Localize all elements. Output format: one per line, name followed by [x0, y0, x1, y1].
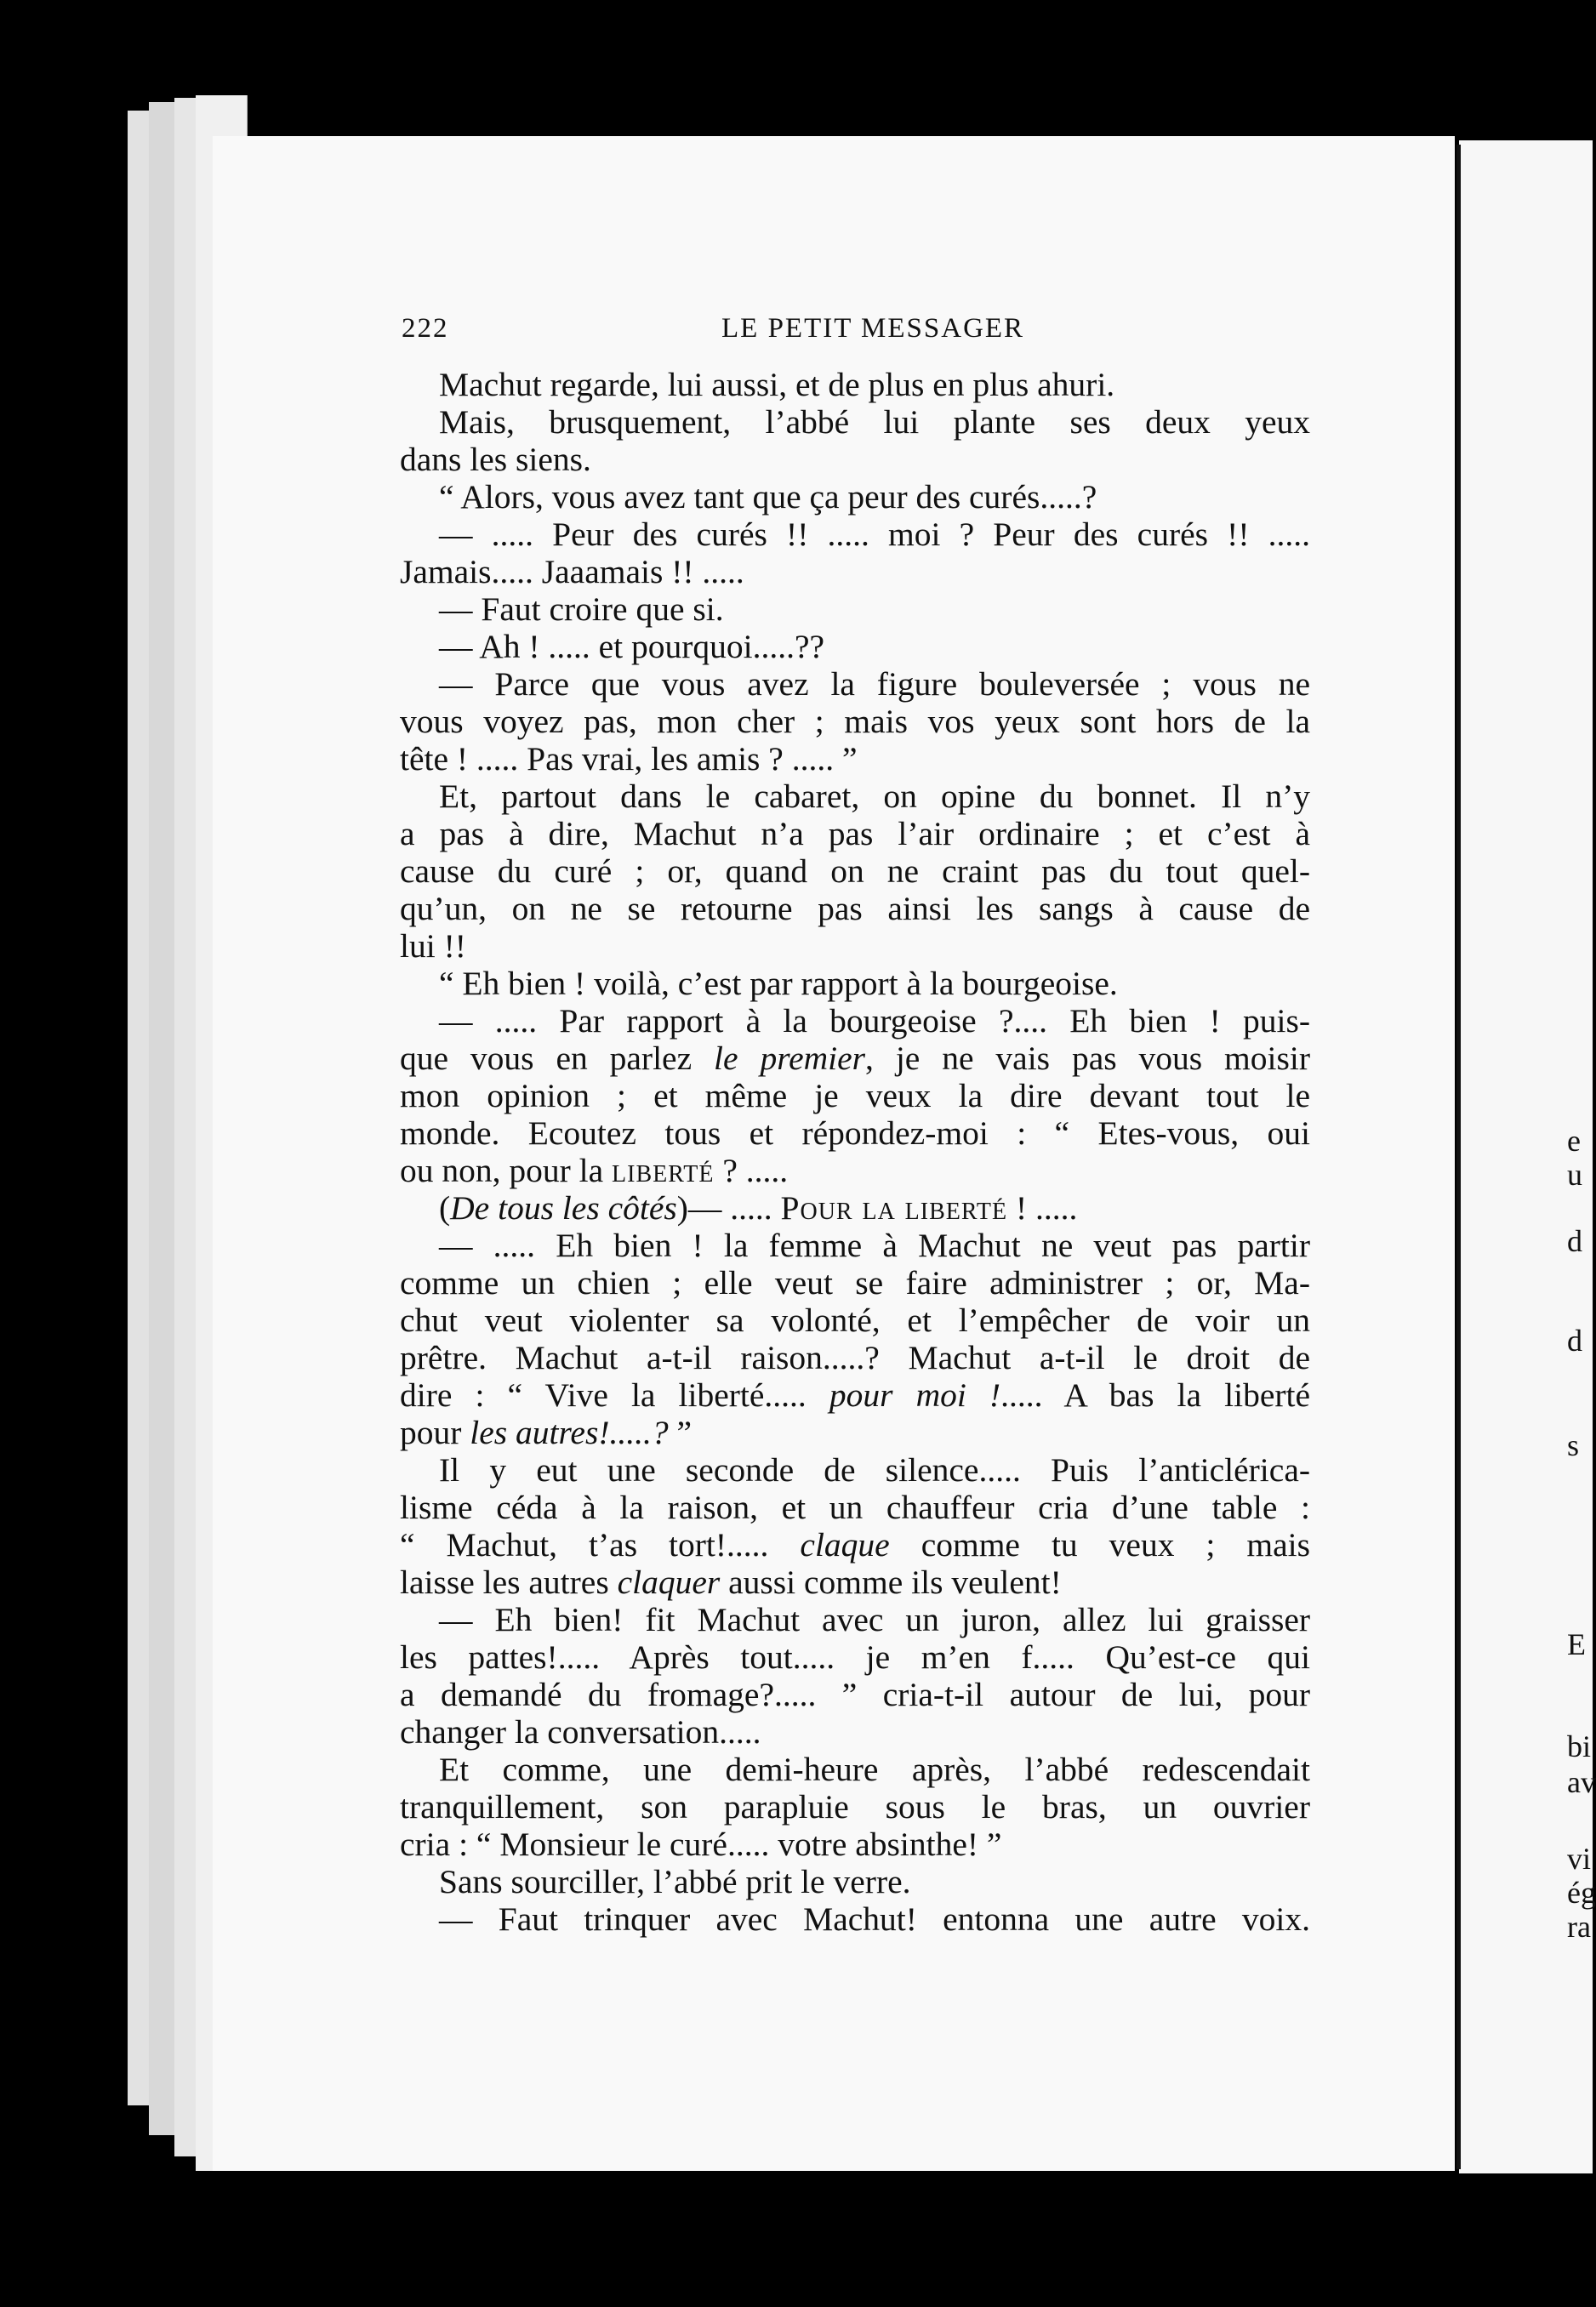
text-line: Mais, brusquement, l’abbé lui plante ses deux yeux: [439, 403, 1310, 441]
text-line: Et, partout dans le cabaret, on opine du bonnet. Il n’y: [439, 778, 1310, 815]
text-line: “ Alors, vous avez tant que ça peur des curés.....?: [439, 478, 1097, 516]
text-line: dans les siens.: [400, 441, 591, 478]
text-line: Jamais..... Jaaamais !! .....: [400, 553, 744, 590]
text-segment: ! .....: [1015, 1189, 1078, 1227]
text-line: qu’un, on ne se retourne pas ainsi les sangs à cause de: [400, 890, 1310, 927]
text-line: lui !!: [400, 927, 466, 965]
text-line: — Parce que vous avez la figure bouleversée ; vous ne: [439, 665, 1310, 703]
right-page-fragment: e: [1567, 1124, 1581, 1158]
text-segment: )— .....: [676, 1189, 772, 1227]
text-line: [400, 1376, 1310, 1414]
text-line: cria : “ Monsieur le curé..... votre absinthe! ”: [400, 1826, 1002, 1863]
text-line: — ..... Peur des curés !! ..... moi ? Peur des curés !! .....: [439, 516, 1310, 553]
text-segment: laisse les autres: [400, 1564, 609, 1601]
text-segment: , je ne vais pas vous moisir: [865, 1040, 1310, 1077]
text-line: Machut regarde, lui aussi, et de plus en plus ahuri.: [439, 366, 1115, 403]
text-line: [400, 1152, 788, 1189]
right-page-fragment: ég: [1567, 1876, 1596, 1910]
text-line: a demandé du fromage?..... ” cria-t-il autour de lui, pour: [400, 1676, 1310, 1713]
text-segment: aussi comme ils veulent!: [728, 1564, 1062, 1601]
text-segment: ”: [676, 1414, 693, 1451]
text-line: lisme céda à la raison, et un chauffeur cria d’une table :: [400, 1489, 1310, 1526]
text-line: mon opinion ; et même je veux la dire devant tout le: [400, 1077, 1310, 1114]
text-line: [439, 1189, 1310, 1227]
text-line: comme un chien ; elle veut se faire administrer ; or, Ma-: [400, 1264, 1310, 1302]
text-line: Il y eut une seconde de silence..... Puis l’anticlérica-: [439, 1451, 1310, 1489]
text-line: changer la conversation.....: [400, 1713, 761, 1751]
italic-segment: claque: [800, 1526, 890, 1564]
text-line: — Ah ! ..... et pourquoi.....??: [439, 628, 825, 665]
running-title: LE PETIT MESSAGER: [721, 313, 1025, 344]
text-line: tranquillement, son parapluie sous le bras, un ouvrier: [400, 1788, 1310, 1826]
text-line: Et comme, une demi-heure après, l’abbé redescendait: [439, 1751, 1310, 1788]
smallcaps-segment: liberté: [612, 1152, 715, 1189]
right-page-fragment: d: [1567, 1224, 1582, 1258]
italic-segment: pour moi !: [829, 1376, 1001, 1414]
text-line: [400, 1040, 1310, 1077]
text-line: Sans sourciller, l’abbé prit le verre.: [439, 1863, 911, 1900]
text-line: chut veut violenter sa volonté, et l’empêcher de voir un: [400, 1302, 1310, 1339]
italic-segment: le premier: [714, 1040, 866, 1077]
right-page-fragment: av: [1567, 1765, 1596, 1799]
text-line: prêtre. Machut a-t-il raison.....? Machut a-t-il le droit de: [400, 1339, 1310, 1376]
text-line: — Faut trinquer avec Machut! entonna une autre voix.: [439, 1900, 1310, 1938]
text-line: [400, 1526, 1310, 1564]
page-number: 222: [402, 313, 449, 344]
text-line: [400, 1414, 692, 1451]
text-line: cause du curé ; or, quand on ne craint pas du tout quel-: [400, 852, 1310, 890]
right-page-fragment: E: [1567, 1627, 1586, 1661]
text-line: monde. Ecoutez tous et répondez-moi : “ Etes-vous, oui: [400, 1114, 1310, 1152]
right-page-fragment: s: [1567, 1428, 1580, 1462]
text-segment: pour: [400, 1414, 462, 1451]
text-line: — ..... Eh bien ! la femme à Machut ne veut pas partir: [439, 1227, 1310, 1264]
text-line: les pattes!..... Après tout..... je m’en f..... Qu’est-ce qui: [400, 1638, 1310, 1676]
right-page-fragment: bi: [1567, 1729, 1592, 1763]
right-page-fragment: d: [1567, 1324, 1582, 1358]
text-segment: ? .....: [722, 1152, 789, 1189]
right-page-fragment: ra: [1567, 1910, 1591, 1944]
book-gutter: [1456, 145, 1461, 2169]
text-line: vous voyez pas, mon cher ; mais vos yeux sont hors de la: [400, 703, 1310, 740]
text-line: tête ! ..... Pas vrai, les amis ? ..... ”: [400, 740, 858, 778]
italic-segment: De tous les côtés: [450, 1189, 677, 1227]
text-line: — ..... Par rapport à la bourgeoise ?.... Eh bien ! puis-: [439, 1002, 1310, 1040]
text-segment: comme tu veux ; mais: [921, 1526, 1310, 1564]
text-segment: dire : “ Vive la liberté.....: [400, 1376, 807, 1414]
text-line: [400, 1564, 1062, 1601]
right-page-fragment: u: [1567, 1158, 1582, 1192]
text-segment: ..... A bas la liberté: [1000, 1376, 1311, 1414]
text-segment: (: [439, 1189, 451, 1227]
right-page-fragment: vi: [1567, 1842, 1592, 1876]
text-line: — Eh bien! fit Machut avec un juron, allez lui graisser: [439, 1601, 1310, 1638]
text-segment: ou non, pour la: [400, 1152, 604, 1189]
italic-segment: les autres!.....?: [470, 1414, 669, 1451]
text-line: “ Eh bien ! voilà, c’est par rapport à la bourgeoise.: [439, 965, 1118, 1002]
text-line: a pas à dire, Machut n’a pas l’air ordinaire ; et c’est à: [400, 815, 1310, 852]
text-segment: “ Machut, t’as tort!.....: [400, 1526, 769, 1564]
text-line: — Faut croire que si.: [439, 590, 724, 628]
italic-segment: claquer: [617, 1564, 721, 1601]
text-segment: que vous en parlez: [400, 1040, 693, 1077]
smallcaps-segment: Pour la liberté: [780, 1189, 1008, 1227]
